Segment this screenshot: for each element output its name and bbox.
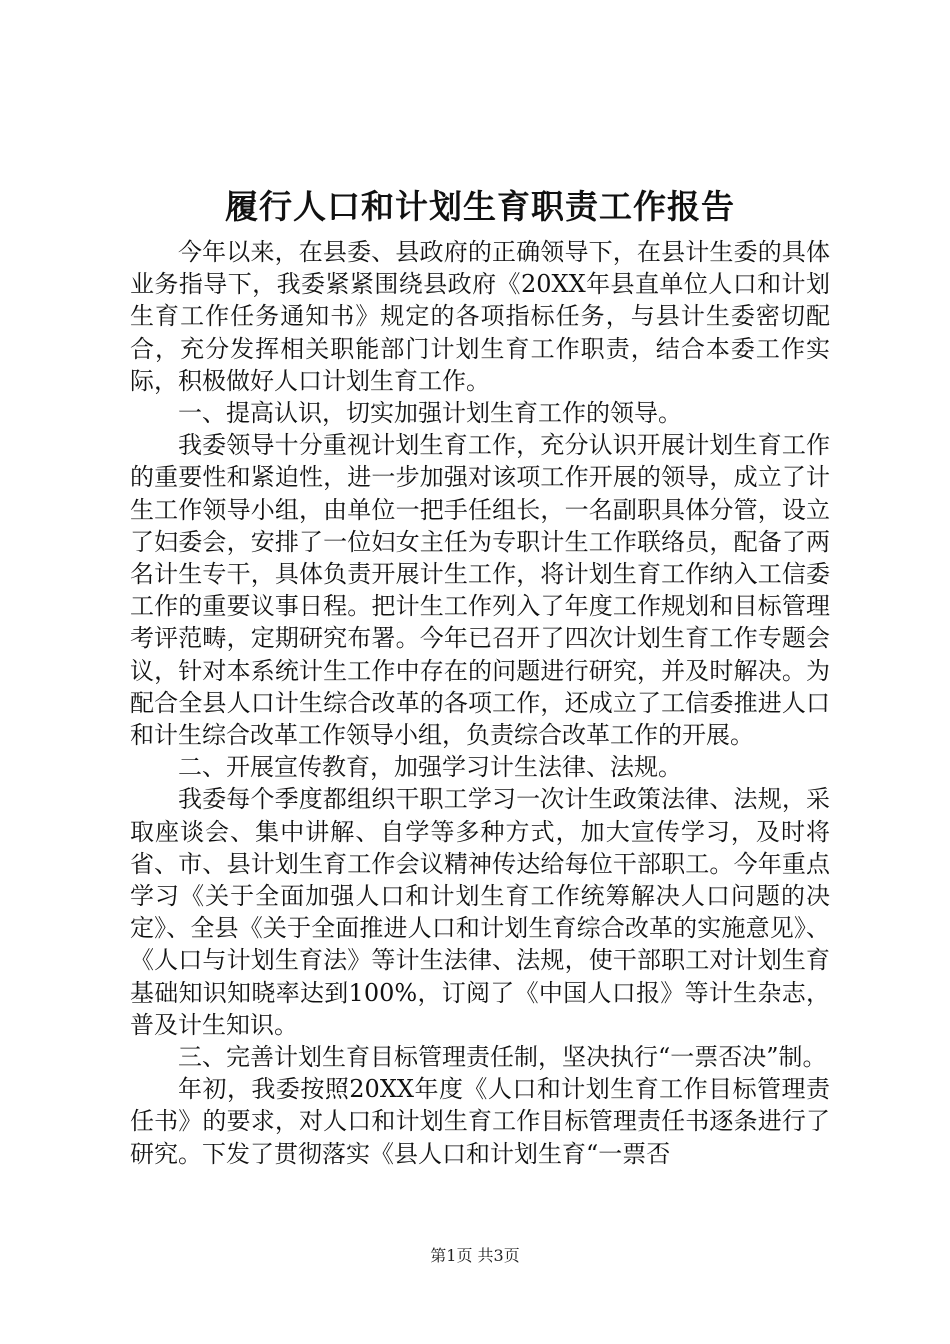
section-heading-2: 二、开展宣传教育，加强学习计生法律、法规。 [178, 753, 682, 782]
paragraph-section-1: 我委领导十分重视计划生育工作，充分认识开展计划生育工作的重要性和紧迫性，进一步加强对该项工作开展的领导，成立了计生工作领导小组，由单位一把手任组长，一名副职具体分管，设立了妇委会，安排了一位妇女主任为专职计生工作联络员，配备了两名计生专干，具体负责开展计生工作，将计划生育工作纳入工信委工作的重要议事日程。把计生工作列入了年度工作规划和目标管理考评范畴，定期研究布署。今年已召开了四次计划生育工作专题会议，针对本系统计生工作中存在的问题进行研究，并及时解决。为配合全县人口计生综合改革的各项工作，还成立了工信委推进人口和计生综合改革工作领导小组，负责综合改革工作的开展。 [130, 431, 830, 750]
document-body [130, 236, 830, 1170]
paragraph-section-3: 年初，我委按照20XX年度《人口和计划生育工作目标管理责任书》的要求，对人口和计划生育工作目标管理责任书逐条进行了研究。下发了贯彻落实《县人口和计划生育“一票否 [130, 1075, 830, 1168]
paragraph-section-2: 我委每个季度都组织干职工学习一次计生政策法律、法规，采取座谈会、集中讲解、自学等多种方式，加大宣传学习，及时将省、市、县计划生育工作会议精神传达给每位干部职工。今年重点学习《关于全面加强人口和计划生育工作统筹解决人口问题的决定》、全县《关于全面推进人口和计划生育综合改革的实施意见》、《人口与计划生育法》等计生法律、法规，使干部职工对计划生育基础知识知晓率达到100%，订阅了《中国人口报》等计生杂志，普及计生知识。 [130, 785, 830, 1039]
document-title: 履行人口和计划生育职责工作报告 [225, 187, 735, 226]
page-number-footer: 第1页 共3页 [430, 1246, 520, 1265]
section-heading-1: 一、提高认识，切实加强计划生育工作的领导。 [178, 399, 682, 428]
paragraph-intro: 今年以来，在县委、县政府的正确领导下，在县计生委的具体业务指导下，我委紧紧围绕县政府《20XX年县直单位人口和计划生育工作任务通知书》规定的各项指标任务，与县计生委密切配合，充分发挥相关职能部门计划生育工作职责，结合本委工作实际，积极做好人口计划生育工作。 [130, 238, 830, 395]
section-heading-3: 三、完善计划生育目标管理责任制，坚决执行“一票否决”制。 [178, 1043, 827, 1072]
